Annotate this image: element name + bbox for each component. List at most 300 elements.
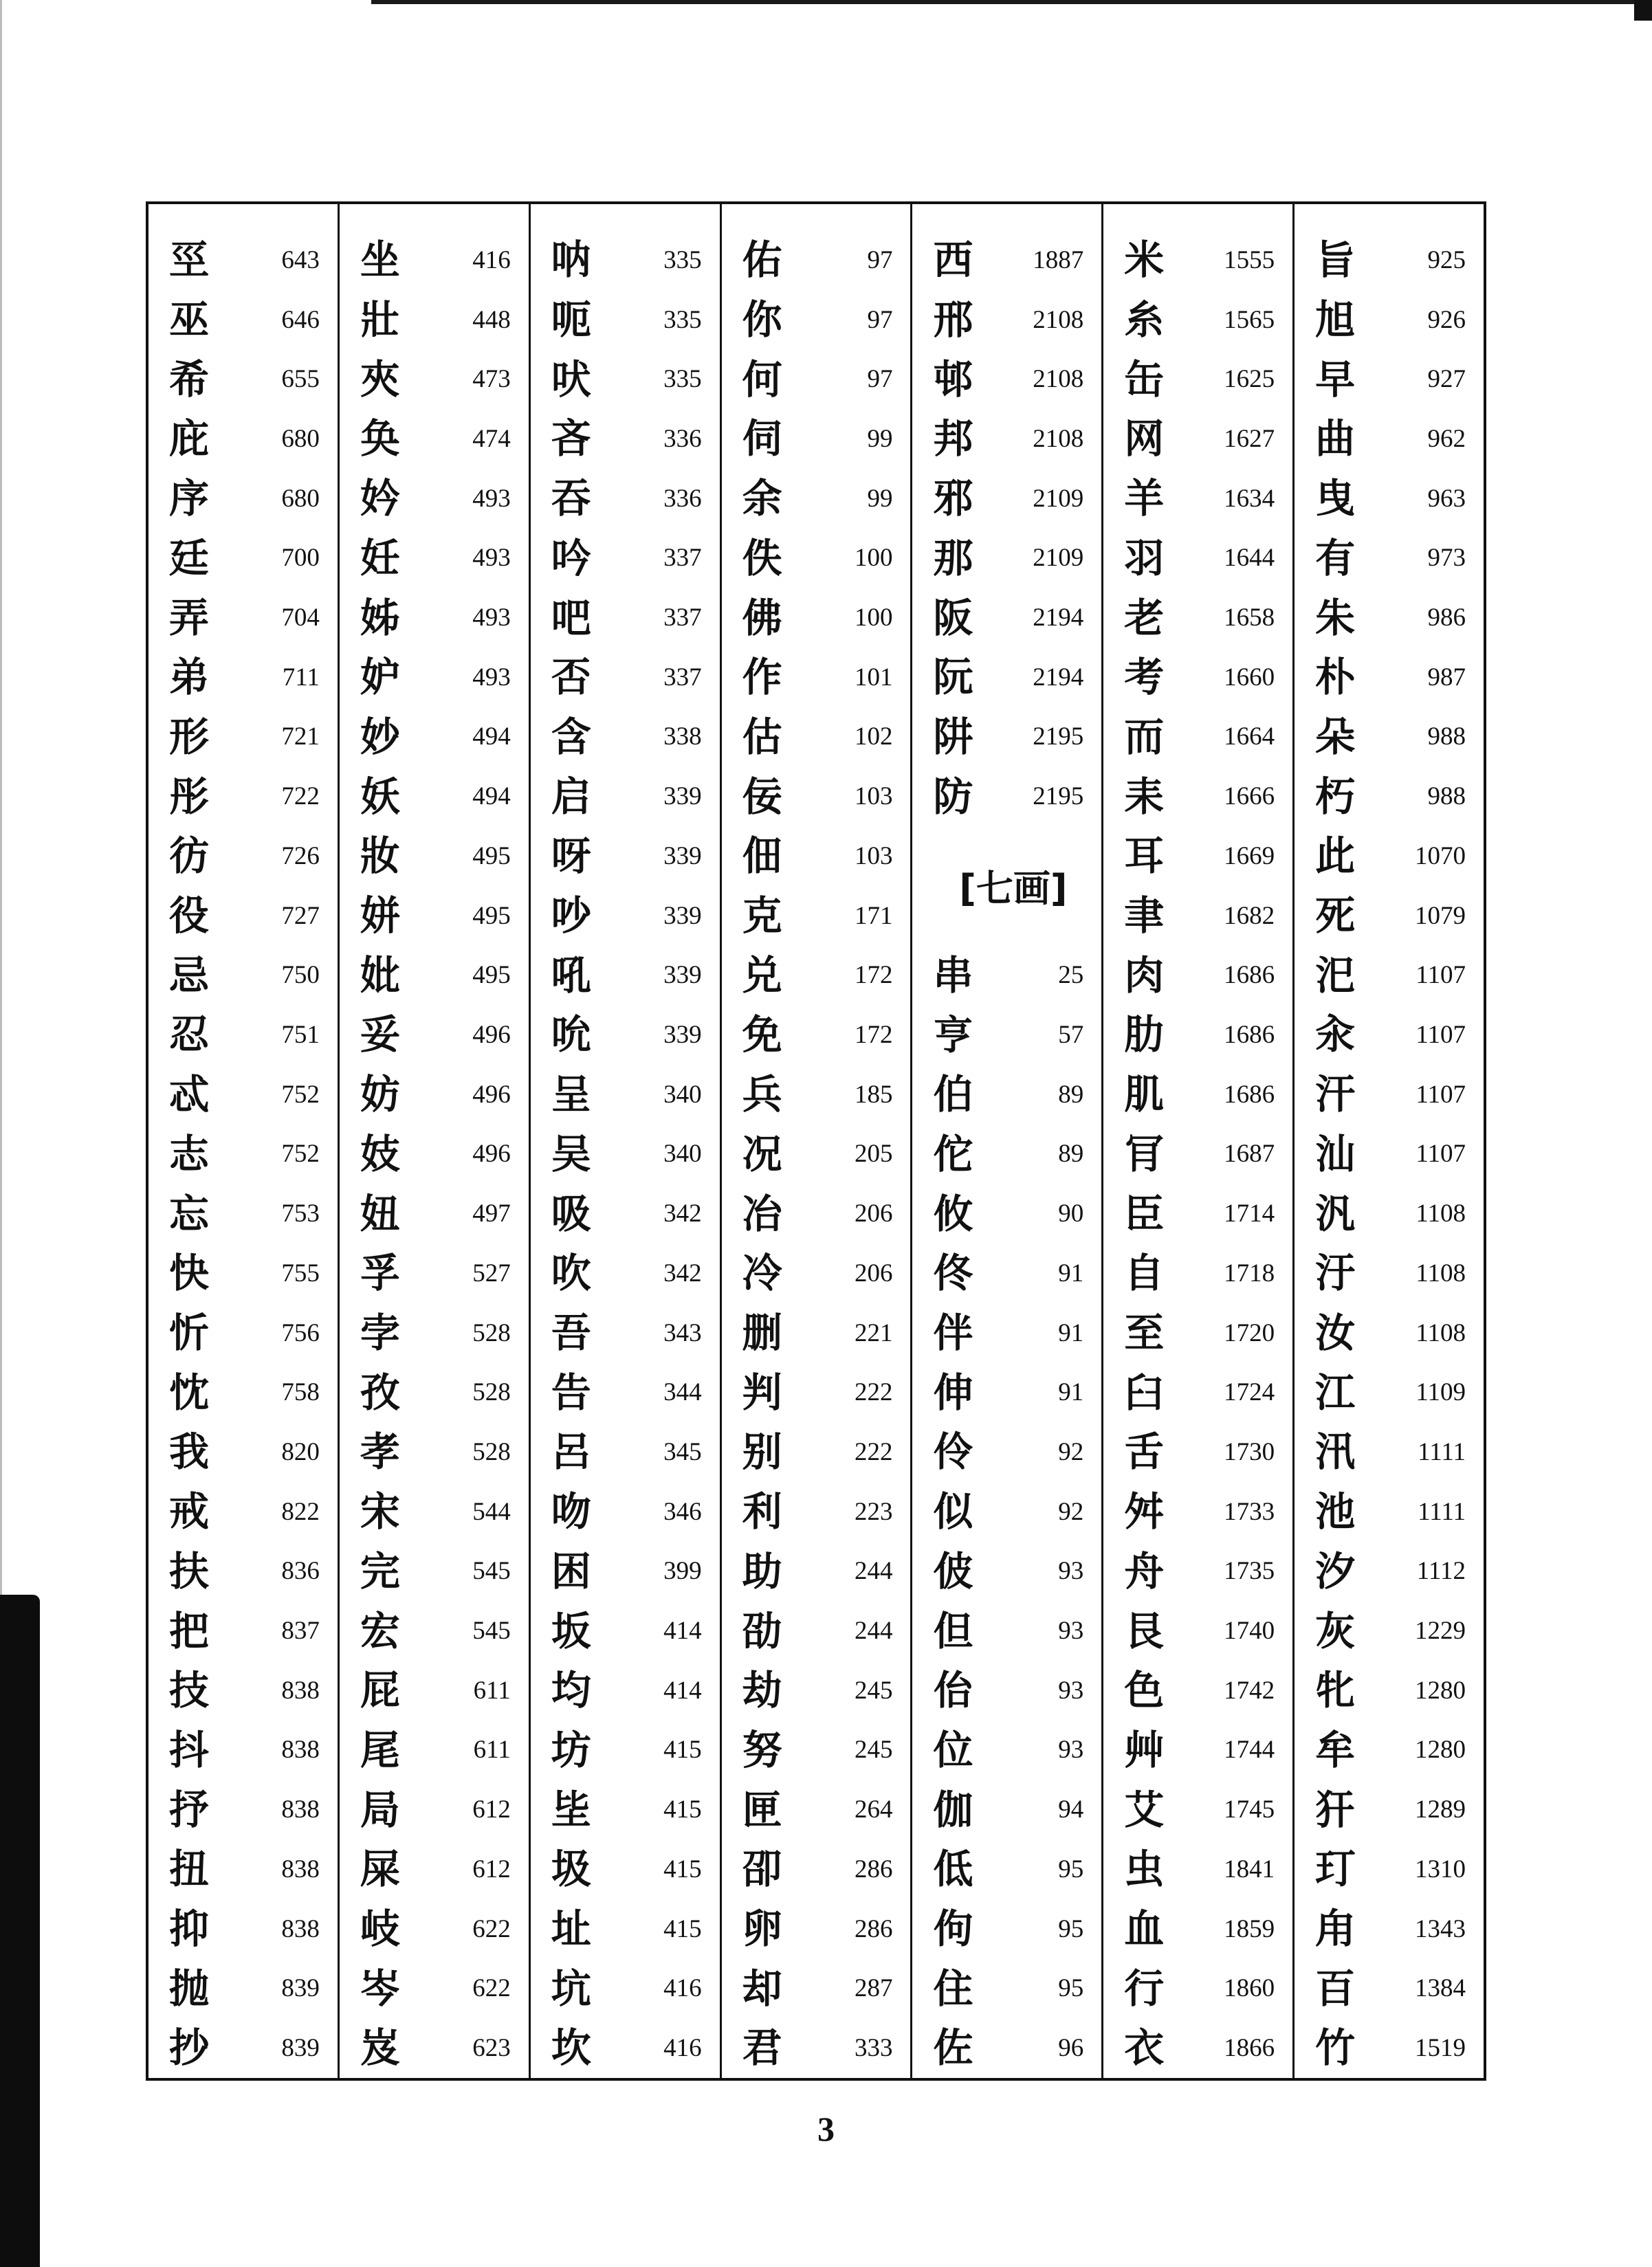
entry-character: 宋 — [360, 1488, 400, 1536]
index-entry — [169, 1303, 329, 1363]
entry-character: 汝 — [1315, 1309, 1356, 1356]
entry-page-number: 611 — [473, 1676, 511, 1705]
entry-page-number: 339 — [663, 782, 702, 811]
index-entry — [169, 1422, 329, 1482]
entry-character: 彷 — [169, 832, 210, 880]
entry-page-number: 1720 — [1224, 1318, 1275, 1347]
entry-page-number: 496 — [472, 1140, 511, 1169]
entry-character: 汗 — [1315, 1071, 1356, 1118]
entry-page-number: 528 — [472, 1437, 511, 1466]
entry-page-number: 338 — [663, 722, 702, 751]
entry-page-number: 494 — [472, 782, 511, 811]
entry-page-number: 101 — [854, 663, 893, 692]
entry-page-number: 646 — [281, 305, 320, 334]
index-entry — [933, 1661, 1093, 1721]
index-entry — [1315, 1303, 1475, 1363]
entry-page-number: 335 — [663, 305, 702, 334]
entry-character: 含 — [551, 713, 591, 760]
index-entry — [742, 1005, 903, 1065]
entry-page-number: 838 — [281, 1676, 320, 1705]
index-entry — [169, 529, 329, 588]
index-entry — [742, 1958, 903, 2018]
entry-character: 佃 — [742, 832, 782, 880]
index-entry — [1124, 1362, 1284, 1422]
index-entry — [360, 1661, 520, 1721]
entry-page-number: 527 — [472, 1259, 511, 1287]
entry-character: 似 — [933, 1488, 973, 1536]
entry-character: 作 — [742, 654, 782, 701]
entry-page-number: 1686 — [1224, 961, 1275, 990]
entry-character: 死 — [1315, 892, 1356, 940]
entry-page-number: 1866 — [1224, 2033, 1275, 2062]
index-entry — [1124, 1065, 1284, 1125]
entry-page-number: 986 — [1427, 604, 1466, 632]
index-entry — [551, 1125, 712, 1184]
entry-page-number: 264 — [854, 1795, 893, 1824]
entry-page-number: 1644 — [1224, 544, 1275, 573]
entry-page-number: 93 — [1058, 1676, 1084, 1705]
index-entry — [360, 1780, 520, 1839]
index-entry — [1315, 826, 1475, 886]
entry-character: 兑 — [742, 951, 782, 999]
index-entry — [1315, 1243, 1475, 1303]
index-entry — [1124, 1005, 1284, 1065]
index-entry — [742, 1721, 903, 1780]
entry-character: 旭 — [1315, 296, 1356, 344]
entry-character: 犴 — [1315, 1786, 1356, 1833]
entry-character: 艾 — [1124, 1786, 1165, 1833]
entry-character: 孛 — [360, 1309, 400, 1356]
index-entry — [742, 230, 903, 290]
entry-character: 君 — [742, 2024, 782, 2072]
entry-page-number: 1666 — [1224, 782, 1275, 811]
index-entry — [360, 1065, 520, 1125]
index-entry — [742, 290, 903, 350]
entry-page-number: 622 — [472, 1974, 511, 2003]
entry-page-number: 337 — [663, 663, 702, 692]
entry-page-number: 414 — [663, 1676, 702, 1705]
index-entry — [933, 1065, 1093, 1125]
entry-character: 羽 — [1124, 534, 1165, 582]
entry-page-number: 286 — [854, 1914, 893, 1943]
entry-page-number: 528 — [472, 1378, 511, 1407]
index-entry — [551, 1362, 712, 1422]
index-entry — [169, 2018, 329, 2078]
index-column-1 — [148, 204, 340, 2078]
entry-character: 舟 — [1124, 1547, 1165, 1595]
entry-page-number: 822 — [281, 1497, 320, 1526]
entry-character: 何 — [742, 355, 782, 403]
index-entry — [742, 1243, 903, 1303]
entry-character: 劫 — [742, 1667, 782, 1714]
entry-page-number: 838 — [281, 1736, 320, 1765]
entry-character: 妞 — [360, 1190, 400, 1237]
entry-character: 玎 — [1315, 1846, 1356, 1893]
entry-character: 舌 — [1124, 1428, 1165, 1476]
entry-character: 妣 — [360, 951, 400, 999]
entry-page-number: 1859 — [1224, 1914, 1275, 1943]
index-entry — [933, 1125, 1093, 1184]
entry-page-number: 1343 — [1415, 1914, 1466, 1943]
index-entry — [169, 409, 329, 469]
entry-character: 血 — [1124, 1905, 1165, 1953]
entry-page-number: 415 — [663, 1795, 702, 1824]
entry-page-number: 343 — [663, 1318, 702, 1347]
entry-page-number: 839 — [281, 2033, 320, 2062]
entry-character: 技 — [169, 1667, 210, 1714]
index-entry — [933, 469, 1093, 529]
index-entry — [551, 1243, 712, 1303]
entry-page-number: 750 — [281, 961, 320, 990]
entry-character: 忱 — [169, 1369, 210, 1416]
entry-character: 伶 — [933, 1428, 973, 1476]
entry-page-number: 756 — [281, 1318, 320, 1347]
index-entry — [169, 1065, 329, 1125]
entry-character: 宏 — [360, 1607, 400, 1655]
entry-page-number: 680 — [281, 484, 320, 513]
entry-character: 抄 — [169, 2024, 210, 2072]
index-entry — [169, 349, 329, 409]
index-entry — [360, 826, 520, 886]
entry-character: 呃 — [551, 296, 591, 344]
entry-page-number: 345 — [663, 1437, 702, 1466]
entry-page-number: 336 — [663, 424, 702, 453]
index-entry — [1315, 1839, 1475, 1899]
entry-character: 希 — [169, 355, 210, 403]
entry-character: 佑 — [742, 236, 782, 284]
index-entry — [360, 1243, 520, 1303]
entry-page-number: 545 — [472, 1557, 511, 1586]
index-entry — [360, 766, 520, 826]
entry-character: 缶 — [1124, 355, 1165, 403]
entry-page-number: 963 — [1427, 484, 1466, 513]
entry-page-number: 1107 — [1416, 1020, 1466, 1049]
entry-character: 吧 — [551, 594, 591, 641]
entry-page-number: 493 — [472, 663, 511, 692]
entry-character: 形 — [169, 713, 210, 760]
entry-character: 江 — [1315, 1369, 1356, 1416]
entry-character: 卵 — [742, 1905, 782, 1953]
entry-page-number: 95 — [1058, 1974, 1084, 2003]
index-entry — [1124, 469, 1284, 529]
index-entry — [551, 1541, 712, 1601]
index-entry — [360, 349, 520, 409]
entry-character: 夾 — [360, 355, 400, 403]
entry-page-number: 93 — [1058, 1736, 1084, 1765]
scan-binding-shadow — [0, 1595, 40, 2267]
index-entry — [551, 826, 712, 886]
entry-page-number: 1384 — [1415, 1974, 1466, 2003]
entry-character: 忒 — [169, 1071, 210, 1118]
entry-character: 弄 — [169, 594, 210, 641]
entry-page-number: 838 — [281, 1855, 320, 1883]
index-entry — [1124, 1422, 1284, 1482]
index-entry — [1124, 529, 1284, 588]
index-entry — [742, 1362, 903, 1422]
entry-character: 扭 — [169, 1846, 210, 1893]
entry-page-number: 1740 — [1224, 1617, 1275, 1646]
entry-page-number: 96 — [1058, 2033, 1084, 2062]
index-entry — [933, 766, 1093, 826]
entry-character: 佛 — [742, 594, 782, 641]
index-entry — [933, 1005, 1093, 1065]
entry-page-number: 1107 — [1416, 1080, 1466, 1109]
entry-page-number: 2195 — [1033, 782, 1084, 811]
entry-page-number: 700 — [281, 544, 320, 573]
index-entry — [551, 1601, 712, 1661]
entry-character: 邢 — [933, 296, 973, 344]
entry-character: 匣 — [742, 1786, 782, 1833]
entry-character: 虫 — [1124, 1846, 1165, 1893]
index-entry — [1124, 1661, 1284, 1721]
entry-page-number: 335 — [663, 245, 702, 274]
entry-page-number: 416 — [663, 1974, 702, 2003]
index-entry — [169, 1899, 329, 1959]
index-entry — [742, 1482, 903, 1542]
entry-character: 快 — [169, 1250, 210, 1297]
index-entry — [933, 1899, 1093, 1959]
index-entry — [1315, 766, 1475, 826]
entry-character: 防 — [933, 773, 973, 820]
index-column-5 — [912, 204, 1103, 2078]
index-entry — [933, 1958, 1093, 2018]
entry-character: 劭 — [742, 1607, 782, 1655]
index-entry — [1315, 529, 1475, 588]
entry-character: 妊 — [360, 534, 400, 582]
entry-character: 网 — [1124, 415, 1165, 463]
index-entry — [551, 1839, 712, 1899]
index-entry — [551, 1065, 712, 1125]
entry-page-number: 95 — [1058, 1914, 1084, 1943]
index-entry — [1315, 469, 1475, 529]
entry-character: 舛 — [1124, 1488, 1165, 1536]
entry-character: 伸 — [933, 1369, 973, 1416]
entry-page-number: 1289 — [1415, 1795, 1466, 1824]
entry-character: 抖 — [169, 1726, 210, 1773]
index-entry — [169, 1005, 329, 1065]
entry-character: 肋 — [1124, 1011, 1165, 1059]
index-entry — [169, 1839, 329, 1899]
entry-character: 克 — [742, 892, 782, 940]
entry-character: 汎 — [1315, 1190, 1356, 1237]
entry-character: 把 — [169, 1607, 210, 1655]
entry-page-number: 751 — [281, 1020, 320, 1049]
entry-character: 吞 — [551, 475, 591, 522]
entry-page-number: 100 — [854, 604, 893, 632]
index-entry — [551, 945, 712, 1005]
stroke-index-table — [146, 201, 1486, 2081]
entry-page-number: 1841 — [1224, 1855, 1275, 1883]
index-entry — [1315, 1958, 1475, 2018]
entry-character: 佝 — [933, 1905, 973, 1953]
index-entry — [551, 1661, 712, 1721]
entry-page-number: 172 — [854, 961, 893, 990]
entry-character: 抛 — [169, 1965, 210, 2012]
entry-page-number: 1669 — [1224, 841, 1275, 870]
entry-character: 孜 — [360, 1369, 400, 1416]
entry-character: 巠 — [169, 236, 210, 284]
entry-page-number: 416 — [663, 2033, 702, 2062]
entry-page-number: 721 — [281, 722, 320, 751]
index-entry — [360, 529, 520, 588]
entry-character: 志 — [169, 1130, 210, 1177]
index-entry — [551, 1958, 712, 2018]
entry-page-number: 496 — [472, 1080, 511, 1109]
index-entry — [742, 529, 903, 588]
entry-character: 冷 — [742, 1250, 782, 1297]
entry-page-number: 680 — [281, 424, 320, 453]
top-border-rule — [371, 0, 1652, 4]
index-entry — [1124, 886, 1284, 946]
index-entry — [1315, 1899, 1475, 1959]
index-entry — [1315, 886, 1475, 946]
entry-character: 肌 — [1124, 1071, 1165, 1118]
entry-character: 邪 — [933, 475, 973, 522]
entry-character: 孚 — [360, 1250, 400, 1297]
index-entry — [169, 1661, 329, 1721]
entry-page-number: 337 — [663, 544, 702, 573]
entry-character: 旨 — [1315, 236, 1356, 284]
entry-page-number: 1108 — [1416, 1199, 1466, 1228]
index-entry — [551, 1721, 712, 1780]
entry-character: 朴 — [1315, 654, 1356, 701]
entry-page-number: 839 — [281, 1974, 320, 2003]
entry-page-number: 755 — [281, 1259, 320, 1287]
entry-character: 困 — [551, 1547, 591, 1595]
entry-character: 均 — [551, 1667, 591, 1714]
index-entry — [169, 826, 329, 886]
index-entry — [169, 766, 329, 826]
entry-page-number: 103 — [854, 782, 893, 811]
index-entry — [742, 1125, 903, 1184]
index-entry — [360, 588, 520, 648]
entry-character: 池 — [1315, 1488, 1356, 1536]
entry-page-number: 758 — [281, 1378, 320, 1407]
index-entry — [551, 230, 712, 290]
index-entry — [169, 945, 329, 1005]
index-entry — [933, 1362, 1093, 1422]
entry-page-number: 89 — [1058, 1080, 1084, 1109]
entry-page-number: 1658 — [1224, 604, 1275, 632]
index-entry — [169, 1243, 329, 1303]
index-entry — [169, 290, 329, 350]
index-entry — [360, 1899, 520, 1959]
entry-character: 老 — [1124, 594, 1165, 641]
entry-character: 臼 — [1124, 1369, 1165, 1416]
entry-character: 局 — [360, 1786, 400, 1833]
index-entry — [933, 648, 1093, 707]
entry-page-number: 474 — [472, 424, 511, 453]
index-entry — [1315, 1482, 1475, 1542]
index-entry — [1124, 588, 1284, 648]
entry-character: 我 — [169, 1428, 210, 1476]
entry-character: 戒 — [169, 1488, 210, 1536]
index-entry — [169, 1958, 329, 2018]
entry-page-number: 545 — [472, 1617, 511, 1646]
entry-character: 判 — [742, 1369, 782, 1416]
index-entry — [551, 766, 712, 826]
index-entry — [551, 290, 712, 350]
entry-character: 肉 — [1124, 951, 1165, 999]
index-entry — [1315, 945, 1475, 1005]
index-entry — [1315, 1541, 1475, 1601]
entry-character: 妒 — [360, 654, 400, 701]
entry-character: 屎 — [360, 1846, 400, 1893]
entry-character: 但 — [933, 1607, 973, 1655]
index-entry — [933, 1780, 1093, 1839]
entry-character: 址 — [551, 1905, 591, 1953]
entry-character: 臣 — [1124, 1190, 1165, 1237]
index-entry — [742, 886, 903, 946]
index-entry — [1124, 1958, 1284, 2018]
entry-character: 妗 — [360, 475, 400, 522]
entry-character: 序 — [169, 475, 210, 522]
index-entry — [1315, 1184, 1475, 1243]
entry-character: 佐 — [933, 2024, 973, 2072]
entry-character: 冶 — [742, 1190, 782, 1237]
entry-character: 妥 — [360, 1011, 400, 1059]
index-entry — [551, 1005, 712, 1065]
entry-page-number: 2108 — [1033, 424, 1084, 453]
entry-page-number: 1724 — [1224, 1378, 1275, 1407]
entry-character: 衣 — [1124, 2024, 1165, 2072]
entry-page-number: 1742 — [1224, 1676, 1275, 1705]
index-entry — [933, 1243, 1093, 1303]
index-entry — [1124, 1303, 1284, 1363]
index-entry — [742, 1303, 903, 1363]
entry-page-number: 473 — [472, 365, 511, 394]
entry-page-number: 415 — [663, 1736, 702, 1765]
entry-character: 坒 — [551, 1786, 591, 1833]
index-entry — [360, 886, 520, 946]
entry-page-number: 497 — [472, 1199, 511, 1228]
index-entry — [1124, 349, 1284, 409]
entry-page-number: 287 — [854, 1974, 893, 2003]
index-entry — [933, 349, 1093, 409]
entry-page-number: 1660 — [1224, 663, 1275, 692]
entry-page-number: 493 — [472, 544, 511, 573]
stroke-count-heading: [七画] — [959, 867, 1068, 911]
entry-character: 伴 — [933, 1309, 973, 1357]
entry-page-number: 2108 — [1033, 305, 1084, 334]
entry-page-number: 655 — [281, 365, 320, 394]
entry-page-number: 97 — [867, 305, 893, 334]
entry-character: 吴 — [551, 1130, 591, 1177]
index-entry — [1124, 1184, 1284, 1243]
index-entry — [1124, 766, 1284, 826]
entry-character: 百 — [1315, 1965, 1356, 2012]
entry-character: 却 — [742, 1965, 782, 2012]
entry-character: 利 — [742, 1488, 782, 1536]
entry-page-number: 726 — [281, 841, 320, 870]
entry-page-number: 1108 — [1416, 1318, 1466, 1347]
index-entry — [1315, 588, 1475, 648]
entry-character: 耒 — [1124, 773, 1165, 820]
entry-character: 坊 — [551, 1726, 591, 1773]
entry-character: 阮 — [933, 654, 973, 701]
entry-character: 肎 — [1124, 1130, 1165, 1177]
entry-character: 岐 — [360, 1905, 400, 1953]
entry-character: 牟 — [1315, 1726, 1356, 1773]
index-entry — [1124, 945, 1284, 1005]
entry-character: 汜 — [1315, 951, 1356, 999]
entry-page-number: 711 — [282, 663, 320, 692]
entry-character: 吸 — [551, 1190, 591, 1237]
index-entry — [742, 1899, 903, 1959]
index-entry — [933, 529, 1093, 588]
index-entry — [933, 290, 1093, 350]
entry-character: 役 — [169, 892, 210, 940]
